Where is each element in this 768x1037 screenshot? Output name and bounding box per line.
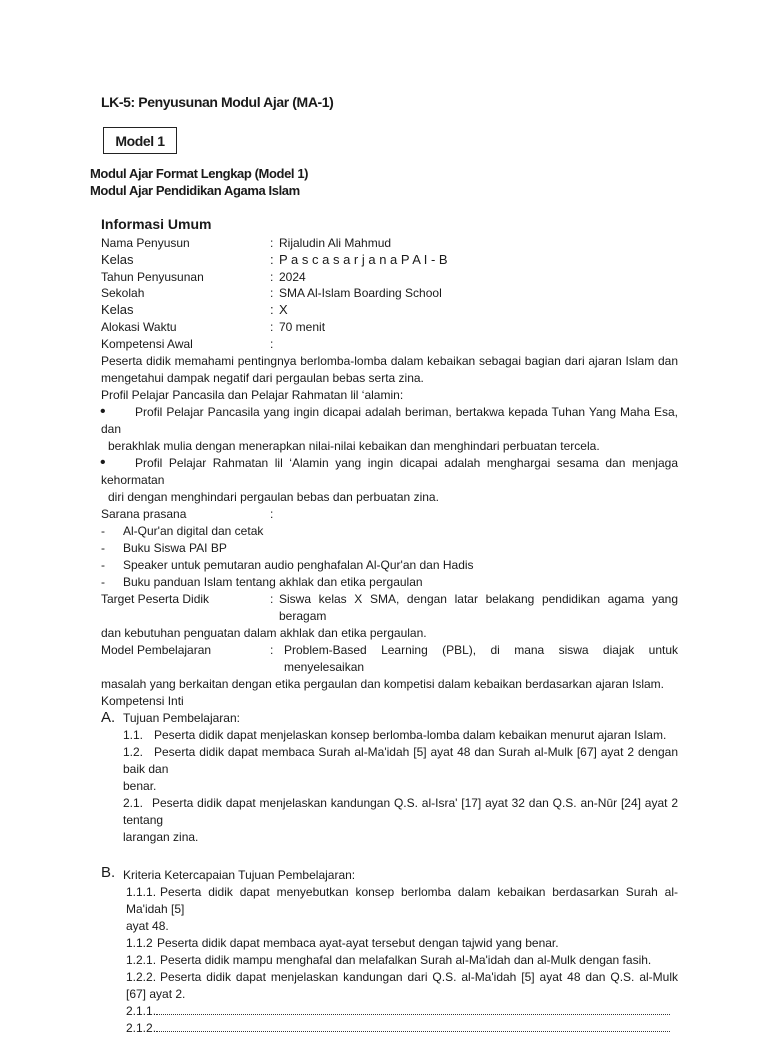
- info-colon: :: [270, 269, 274, 284]
- sarana-item: Buku panduan Islam tentang akhlak dan etika pergaulan: [123, 574, 423, 589]
- blank-fill-line: [156, 1004, 670, 1015]
- section-b-letter: B.: [101, 863, 116, 881]
- info-label: Kompetensi Awal: [101, 336, 193, 351]
- item-number: 2.1.2.: [126, 1020, 157, 1035]
- info-label: Nama Penyusun: [101, 236, 190, 250]
- list-item: [126, 969, 678, 1003]
- model-label-box: [103, 127, 177, 154]
- info-label: Tahun Penyusunan: [101, 269, 204, 284]
- target-value: Siswa kelas X SMA, dengan latar belakang pendidikan agama yang beragam: [279, 591, 678, 623]
- target-row: [101, 591, 678, 625]
- info-heading: Informasi Umum: [101, 216, 212, 232]
- info-row: [101, 302, 681, 319]
- profil-heading: Profil Pelajar Pancasila dan Pelajar Rahmatan lil ‘alamin:: [101, 388, 404, 402]
- section-a-title: Tujuan Pembelajaran:: [123, 710, 240, 725]
- section-b-heading: [101, 863, 678, 884]
- subtitle-subject: Modul Ajar Pendidikan Agama Islam: [90, 183, 300, 198]
- model-pembelajaran-value: Problem-Based Learning (PBL), di mana siswa diajak untuk menyelesaikan: [284, 642, 678, 674]
- info-colon: :: [270, 286, 274, 301]
- info-colon: :: [270, 302, 274, 318]
- list-item: [126, 1020, 678, 1037]
- dash-icon: -: [101, 540, 105, 555]
- info-row: [101, 235, 681, 252]
- item-number: 1.2.: [123, 744, 144, 759]
- section-a-letter: A.: [101, 708, 116, 726]
- item-number: 1.1.: [123, 727, 144, 742]
- bullet-text-cont: diri dengan menghindari pergaulan bebas dan perbuatan zina.: [108, 490, 439, 504]
- item-number: 2.1.1.: [126, 1003, 157, 1018]
- info-row: [101, 252, 681, 269]
- model-pembelajaran-label: Model Pembelajaran: [101, 642, 212, 657]
- kompetensi-awal-text: Peserta didik memahami pentingnya berlomba-lomba dalam kebaikan sebagai bagian dari ajaran Islam dan mengetahui dampak negatif dari pergaulan bebas serta zina.: [101, 354, 678, 385]
- info-value: 70 menit: [279, 319, 326, 334]
- dash-icon: -: [101, 523, 105, 538]
- info-row: [101, 319, 681, 336]
- item-text: Peserta didik dapat menyebutkan konsep berlomba dalam kebaikan berdasarkan Surah al-Ma'idah [5]: [126, 884, 678, 916]
- info-table: [101, 235, 681, 353]
- model-label: Model 1: [115, 132, 165, 149]
- bullet-icon: •: [100, 454, 106, 471]
- document-title: LK-5: Penyusunan Modul Ajar (MA-1): [101, 94, 334, 110]
- list-item: [101, 540, 678, 557]
- list-item: [101, 574, 678, 591]
- item-text: Peserta didik dapat menjelaskan kandungan Q.S. al-Isra' [17] ayat 32 dan Q.S. an-Nūr [24] ayat 2 tentang: [123, 795, 678, 827]
- blank-fill-line: [156, 1021, 670, 1032]
- target-colon: :: [270, 591, 274, 606]
- list-item: [101, 557, 678, 574]
- info-value: Rijaludin Ali Mahmud: [279, 236, 392, 250]
- sarana-item: Al-Qur'an digital dan cetak: [123, 523, 264, 538]
- sarana-colon: :: [270, 507, 274, 521]
- info-row: [101, 285, 681, 302]
- kompetensi-inti-label: Kompetensi Inti: [101, 693, 184, 708]
- item-text-cont: benar.: [123, 778, 157, 793]
- info-colon: :: [270, 251, 274, 267]
- section-b-title: Kriteria Ketercapaian Tujuan Pembelajaran:: [123, 867, 356, 882]
- item-number: 1.1.2: [126, 935, 153, 950]
- item-number: 1.2.1.: [126, 952, 157, 967]
- target-value-cont: dan kebutuhan penguatan dalam akhlak dan etika pergaulan.: [101, 625, 427, 640]
- info-label: Alokasi Waktu: [101, 319, 177, 334]
- info-label: Kelas: [101, 302, 134, 318]
- list-item: [123, 727, 678, 744]
- list-item: [101, 523, 678, 540]
- info-label: Sekolah: [101, 286, 145, 301]
- target-label: Target Peserta Didik: [101, 591, 210, 606]
- list-item: [101, 455, 678, 506]
- item-text: Peserta didik mampu menghafal dan melafalkan Surah al-Ma'idah dan al-Mulk dengan fasih.: [160, 952, 652, 967]
- info-value: SMA Al-Islam Boarding School: [279, 286, 442, 301]
- dash-icon: -: [101, 574, 105, 589]
- bullet-icon: •: [100, 403, 106, 420]
- list-item: [123, 744, 678, 795]
- model-pembelajaran-cont: masalah yang berkaitan dengan etika pergaulan dan kompetisi dalam kebaikan berdasarkan ajaran Islam.: [101, 676, 665, 691]
- list-item: [126, 952, 678, 969]
- dash-icon: -: [101, 557, 105, 572]
- model-pembelajaran-row: [101, 642, 678, 676]
- section-a-list: [101, 727, 678, 846]
- bullet-text: Profil Pelajar Pancasila yang ingin dicapai adalah beriman, bertakwa kepada Tuhan Yang Maha Esa, dan: [101, 405, 678, 436]
- item-text-cont: larangan zina.: [123, 829, 199, 844]
- info-row: [101, 336, 681, 353]
- sarana-item: Speaker untuk pemutaran audio penghafalan Al-Qur'an dan Hadis: [123, 557, 474, 572]
- item-text-cont: ayat 48.: [126, 918, 169, 933]
- info-label: Kelas: [101, 251, 134, 267]
- sarana-item: Buku Siswa PAI BP: [123, 540, 227, 555]
- item-text: Peserta didik dapat membaca ayat-ayat tersebut dengan tajwid yang benar.: [157, 935, 559, 950]
- list-item: [126, 884, 678, 935]
- model-pembelajaran-colon: :: [270, 642, 274, 657]
- info-colon: :: [270, 336, 274, 351]
- info-colon: :: [270, 319, 274, 334]
- sarana-label: Sarana prasana: [101, 507, 187, 521]
- info-colon: :: [270, 236, 274, 250]
- item-number: 1.1.1.: [126, 884, 157, 899]
- info-value: 2024: [279, 269, 306, 284]
- bullet-text-cont: berakhlak mulia dengan menerapkan nilai-nilai kebaikan dan menghindari perbuatan tercela.: [108, 439, 600, 453]
- list-item: [126, 1003, 678, 1020]
- item-text: Peserta didik dapat membaca Surah al-Ma'idah [5] ayat 48 dan Surah al-Mulk [67] ayat 2 dengan baik dan: [123, 744, 678, 776]
- item-text: Peserta didik dapat menjelaskan konsep berlomba-lomba dalam kebaikan menurut ajaran Islam.: [154, 727, 667, 742]
- document-body: [101, 353, 678, 1037]
- section-b-list: [101, 884, 678, 1037]
- subtitle-format: Modul Ajar Format Lengkap (Model 1): [90, 166, 309, 181]
- bullet-text: Profil Pelajar Rahmatan lil ‘Alamin yang ingin dicapai adalah menghargai sesama dan menjaga kehormatan: [101, 456, 678, 487]
- list-item: [123, 795, 678, 846]
- item-number: 1.2.2.: [126, 969, 157, 984]
- info-row: [101, 269, 681, 286]
- item-number: 2.1.: [123, 795, 144, 810]
- section-a-heading: [101, 710, 678, 727]
- info-value: X: [279, 302, 288, 318]
- sarana-row: [101, 506, 678, 523]
- list-item: [126, 935, 678, 952]
- info-value: P a s c a s a r j a n a P A I - B: [279, 251, 448, 267]
- item-text: Peserta didik dapat menjelaskan kandungan dari Q.S. al-Ma'idah [5] ayat 48 dan Q.S. al-Mulk [67] ayat 2.: [126, 969, 678, 1001]
- list-item: [101, 404, 678, 455]
